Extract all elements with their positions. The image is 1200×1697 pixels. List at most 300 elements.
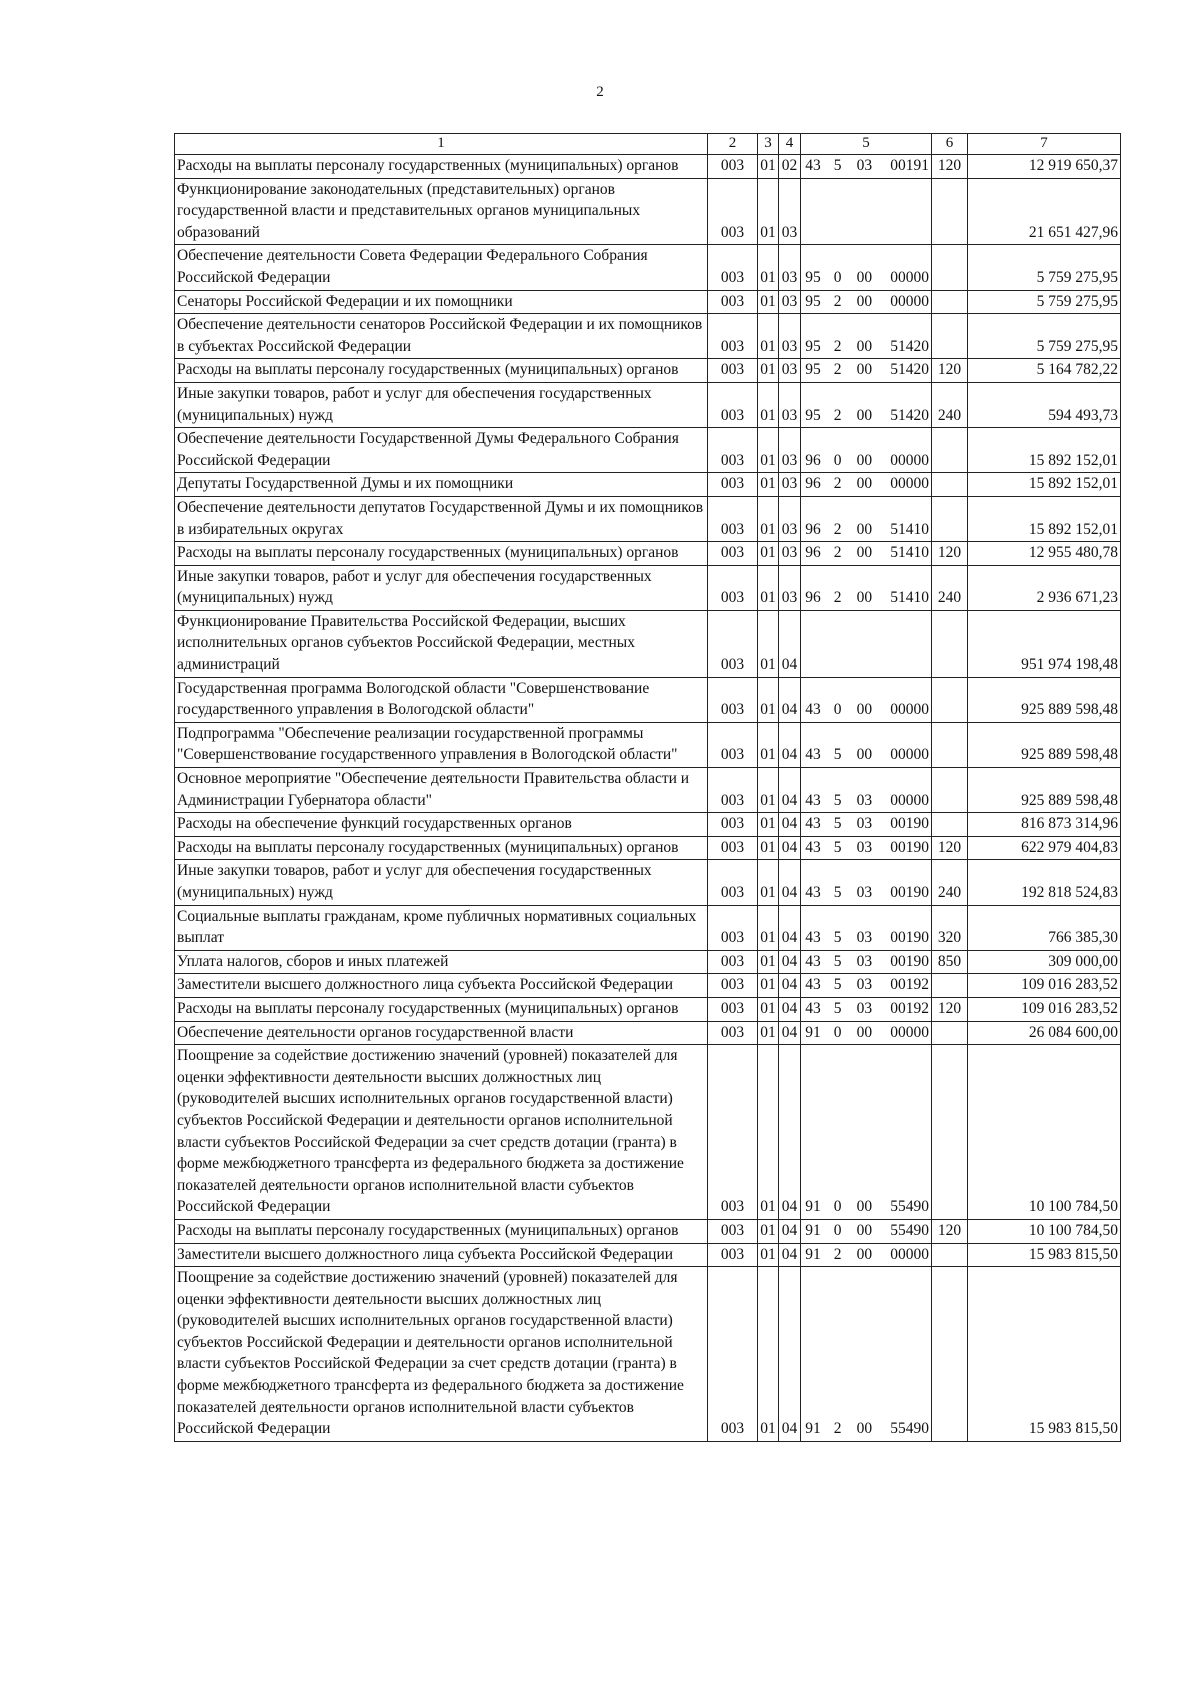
- table-row: [175, 314, 1121, 359]
- target-article-part: 51420: [890, 337, 929, 355]
- row-amount: 21 651 427,96: [968, 178, 1121, 245]
- target-article-part: 00192: [890, 999, 929, 1017]
- row-section: 01: [758, 836, 779, 860]
- row-section: 01: [758, 1045, 779, 1220]
- row-ministry-code: 003: [708, 1267, 758, 1442]
- row-expense-type: [932, 974, 968, 998]
- target-article-code: [803, 473, 929, 495]
- target-article-part: 96: [805, 544, 821, 562]
- row-target-article: [801, 950, 932, 974]
- row-name: Расходы на обеспечение функций государственных органов: [175, 813, 708, 837]
- target-article-part: 51420: [890, 406, 929, 424]
- target-article-code: [803, 837, 929, 859]
- target-article-part: 00: [856, 1023, 873, 1041]
- header-cell: 4: [779, 134, 801, 155]
- row-section: 01: [758, 382, 779, 427]
- row-expense-type: [932, 473, 968, 497]
- table-row: [175, 1267, 1121, 1442]
- row-expense-type: 240: [932, 382, 968, 427]
- row-amount: 816 873 314,96: [968, 813, 1121, 837]
- row-name: Функционирование законодательных (представительных) органов государственной власти и представительных органов муниципальных образований: [175, 178, 708, 245]
- header-cell: 3: [758, 134, 779, 155]
- row-name: Депутаты Государственной Думы и их помощники: [175, 473, 708, 497]
- row-expense-type: 120: [932, 542, 968, 566]
- header-cell: 5: [801, 134, 932, 155]
- row-expense-type: [932, 1021, 968, 1045]
- target-article-part: 00190: [890, 838, 929, 856]
- row-subsection: 04: [779, 1045, 801, 1220]
- row-ministry-code: 003: [708, 359, 758, 383]
- table-row: [175, 1021, 1121, 1045]
- row-target-article: [801, 428, 932, 473]
- row-target-article: [801, 1219, 932, 1243]
- row-name: Расходы на выплаты персоналу государственных (муниципальных) органов: [175, 1219, 708, 1243]
- row-target-article: [801, 722, 932, 767]
- target-article-code: [803, 519, 929, 541]
- row-subsection: 04: [779, 1219, 801, 1243]
- target-article-part: 00000: [890, 1245, 929, 1263]
- target-article-part: 03: [856, 999, 873, 1017]
- row-ministry-code: 003: [708, 382, 758, 427]
- target-article-part: 43: [805, 976, 821, 994]
- row-target-article: [801, 155, 932, 179]
- target-article-part: 00000: [890, 451, 929, 469]
- row-subsection: 03: [779, 245, 801, 290]
- target-article-part: 00: [856, 292, 873, 310]
- target-article-code: [803, 291, 929, 313]
- row-subsection: 02: [779, 155, 801, 179]
- target-article-part: 00190: [890, 884, 929, 901]
- row-amount: 10 100 784,50: [968, 1045, 1121, 1220]
- header-cell: 2: [708, 134, 758, 155]
- target-article-part: 95: [805, 406, 821, 424]
- row-expense-type: 120: [932, 155, 968, 179]
- row-name: Подпрограмма "Обеспечение реализации государственной программы "Совершенствование государственного управления в Вологодской области": [175, 722, 708, 767]
- row-amount: 2 936 671,23: [968, 565, 1121, 610]
- target-article-part: 43: [805, 791, 821, 809]
- target-article-part: 00190: [890, 815, 929, 833]
- target-article-part: 96: [805, 589, 821, 607]
- row-section: 01: [758, 565, 779, 610]
- row-amount: 109 016 283,52: [968, 974, 1121, 998]
- row-section: 01: [758, 1267, 779, 1442]
- target-article-part: 03: [856, 838, 873, 856]
- target-article-code: [803, 1022, 929, 1044]
- row-subsection: 04: [779, 905, 801, 950]
- row-section: 01: [758, 677, 779, 722]
- row-expense-type: [932, 610, 968, 677]
- target-article-part: 55490: [890, 1221, 929, 1239]
- budget-table: [174, 133, 1121, 1442]
- row-subsection: 03: [779, 314, 801, 359]
- row-name: Иные закупки товаров, работ и услуг для обеспечения государственных (муниципальных) нужд: [175, 565, 708, 610]
- row-name: Расходы на выплаты персоналу государственных (муниципальных) органов: [175, 359, 708, 383]
- target-article-part: 0: [833, 701, 842, 719]
- target-article-part: 00: [856, 475, 873, 493]
- target-article-part: 5: [833, 976, 842, 994]
- row-target-article: [801, 245, 932, 290]
- table-row: [175, 178, 1121, 245]
- row-target-article: [801, 382, 932, 427]
- row-amount: 10 100 784,50: [968, 1219, 1121, 1243]
- target-article-part: 2: [833, 406, 842, 424]
- target-article-code: [803, 927, 929, 949]
- target-article-part: 00: [856, 1198, 873, 1216]
- row-name: Расходы на выплаты персоналу государственных (муниципальных) органов: [175, 155, 708, 179]
- target-article-part: 91: [805, 1245, 821, 1263]
- row-name: Основное мероприятие "Обеспечение деятельности Правительства области и Администрации Губернатора области": [175, 768, 708, 813]
- target-article-part: 91: [805, 1198, 821, 1216]
- target-article-part: 2: [833, 361, 842, 379]
- target-article-part: 00000: [890, 268, 929, 286]
- target-article-part: 43: [805, 838, 821, 856]
- target-article-part: 03: [856, 976, 873, 994]
- row-amount: 15 892 152,01: [968, 473, 1121, 497]
- target-article-part: 5: [833, 791, 842, 809]
- target-article-part: 43: [805, 815, 821, 833]
- row-section: 01: [758, 290, 779, 314]
- target-article-part: 55490: [890, 1420, 929, 1438]
- row-section: 01: [758, 314, 779, 359]
- target-article-part: 51420: [890, 361, 929, 379]
- row-subsection: 03: [779, 428, 801, 473]
- row-target-article: [801, 1021, 932, 1045]
- row-subsection: 04: [779, 677, 801, 722]
- target-article-part: 00190: [890, 929, 929, 947]
- row-section: 01: [758, 997, 779, 1021]
- table-row: [175, 1219, 1121, 1243]
- table-row: [175, 245, 1121, 290]
- row-target-article: [801, 473, 932, 497]
- row-amount: 15 983 815,50: [968, 1243, 1121, 1267]
- table-row: [175, 836, 1121, 860]
- target-article-code: [803, 998, 929, 1020]
- row-ministry-code: 003: [708, 496, 758, 541]
- target-article-code: [803, 1220, 929, 1242]
- row-name: Заместители высшего должностного лица субъекта Российской Федерации: [175, 974, 708, 998]
- target-article-code: [803, 813, 929, 835]
- row-section: 01: [758, 245, 779, 290]
- row-subsection: 03: [779, 382, 801, 427]
- row-section: 01: [758, 155, 779, 179]
- row-expense-type: [932, 677, 968, 722]
- target-article-part: 00: [856, 746, 873, 764]
- row-ministry-code: 003: [708, 565, 758, 610]
- target-article-part: 95: [805, 337, 821, 355]
- target-article-part: 43: [805, 746, 821, 764]
- row-name: Обеспечение деятельности Совета Федерации Федерального Собрания Российской Федерации: [175, 245, 708, 290]
- row-ministry-code: 003: [708, 997, 758, 1021]
- row-name: Обеспечение деятельности сенаторов Российской Федерации и их помощников в субъектах Российской Федерации: [175, 314, 708, 359]
- target-article-code: [803, 405, 929, 427]
- row-expense-type: [932, 496, 968, 541]
- row-section: 01: [758, 610, 779, 677]
- row-section: 01: [758, 950, 779, 974]
- row-ministry-code: 003: [708, 836, 758, 860]
- row-section: 01: [758, 722, 779, 767]
- row-expense-type: [932, 428, 968, 473]
- row-subsection: 04: [779, 860, 801, 905]
- row-name: Обеспечение деятельности органов государственной власти: [175, 1021, 708, 1045]
- target-article-part: 00: [856, 361, 873, 379]
- row-subsection: 04: [779, 610, 801, 677]
- target-article-part: 5: [833, 999, 842, 1017]
- target-article-part: 03: [856, 929, 873, 947]
- row-expense-type: 120: [932, 359, 968, 383]
- target-article-part: 00000: [890, 475, 929, 493]
- row-section: 01: [758, 1219, 779, 1243]
- row-section: 01: [758, 473, 779, 497]
- table-row: [175, 860, 1121, 905]
- target-article-part: 00190: [890, 952, 929, 970]
- target-article-part: 2: [833, 337, 842, 355]
- row-ministry-code: 003: [708, 722, 758, 767]
- table-row: [175, 428, 1121, 473]
- row-name: Расходы на выплаты персоналу государственных (муниципальных) органов: [175, 997, 708, 1021]
- target-article-part: 0: [833, 268, 842, 286]
- target-article-part: 2: [833, 475, 842, 493]
- row-section: 01: [758, 1021, 779, 1045]
- row-section: 01: [758, 768, 779, 813]
- row-section: 01: [758, 496, 779, 541]
- target-article-part: 0: [833, 1198, 842, 1216]
- table-row: [175, 950, 1121, 974]
- row-expense-type: 120: [932, 1219, 968, 1243]
- row-ministry-code: 003: [708, 677, 758, 722]
- target-article-part: 5: [833, 929, 842, 947]
- target-article-part: 00: [856, 701, 873, 719]
- target-article-part: 00192: [890, 976, 929, 994]
- table-row: [175, 565, 1121, 610]
- table-row: [175, 382, 1121, 427]
- row-name: Поощрение за содействие достижению значений (уровней) показателей для оценки эффективности деятельности высших должностных лиц (руководителей высших исполнительных органов государственной власти) субъектов Российской Федерации и деятельности органов исполнительной власти субъектов Российской Федерации за счет средств дотации (гранта) в форме межбюджетного трансферта из федерального бюджета за достижение показателей деятельности органов исполнительной власти субъектов Российской Федерации: [175, 1267, 708, 1442]
- target-article-part: 5: [833, 815, 842, 833]
- row-target-article: [801, 997, 932, 1021]
- target-article-part: 91: [805, 1221, 821, 1239]
- target-article-part: 5: [833, 838, 842, 856]
- target-article-part: 03: [856, 157, 873, 174]
- row-name: Поощрение за содействие достижению значений (уровней) показателей для оценки эффективности деятельности высших должностных лиц (руководителей высших исполнительных органов государственной власти) субъектов Российской Федерации и деятельности органов исполнительной власти субъектов Российской Федерации за счет средств дотации (гранта) в форме межбюджетного трансферта из федерального бюджета за достижение показателей деятельности органов исполнительной власти субъектов Российской Федерации: [175, 1045, 708, 1220]
- target-article-code: [803, 155, 929, 177]
- target-article-part: 91: [805, 1420, 821, 1438]
- table-row: [175, 722, 1121, 767]
- target-article-part: 00000: [890, 746, 929, 764]
- target-article-code: [803, 951, 929, 973]
- row-section: 01: [758, 542, 779, 566]
- row-ministry-code: 003: [708, 905, 758, 950]
- row-subsection: 03: [779, 542, 801, 566]
- target-article-part: 00191: [890, 157, 929, 174]
- row-amount: 925 889 598,48: [968, 722, 1121, 767]
- table-row: [175, 473, 1121, 497]
- header-row: [175, 134, 1121, 155]
- table-row: [175, 997, 1121, 1021]
- row-target-article: [801, 290, 932, 314]
- row-expense-type: 850: [932, 950, 968, 974]
- target-article-part: 00000: [890, 1023, 929, 1041]
- target-article-part: 00000: [890, 791, 929, 809]
- row-section: 01: [758, 974, 779, 998]
- target-article-code: [803, 359, 929, 381]
- table-row: [175, 155, 1121, 179]
- table-row: [175, 677, 1121, 722]
- row-expense-type: 240: [932, 860, 968, 905]
- target-article-part: 43: [805, 701, 821, 719]
- row-target-article: [801, 677, 932, 722]
- table-row: [175, 974, 1121, 998]
- row-ministry-code: 003: [708, 542, 758, 566]
- row-name: Обеспечение деятельности депутатов Государственной Думы и их помощников в избирательных округах: [175, 496, 708, 541]
- row-target-article: [801, 905, 932, 950]
- target-article-part: 55490: [890, 1198, 929, 1216]
- row-expense-type: [932, 1045, 968, 1220]
- row-subsection: 04: [779, 1267, 801, 1442]
- target-article-part: 91: [805, 1023, 821, 1041]
- row-name: Иные закупки товаров, работ и услуг для обеспечения государственных (муниципальных) нужд: [175, 382, 708, 427]
- row-amount: 5 759 275,95: [968, 245, 1121, 290]
- target-article-part: 00: [856, 544, 873, 562]
- row-section: 01: [758, 1243, 779, 1267]
- row-amount: 5 164 782,22: [968, 359, 1121, 383]
- row-expense-type: 240: [932, 565, 968, 610]
- row-expense-type: [932, 290, 968, 314]
- row-section: 01: [758, 178, 779, 245]
- row-subsection: 04: [779, 722, 801, 767]
- row-ministry-code: 003: [708, 1021, 758, 1045]
- row-target-article: [801, 1243, 932, 1267]
- row-subsection: 03: [779, 496, 801, 541]
- target-article-part: 5: [833, 952, 842, 970]
- row-subsection: 04: [779, 1021, 801, 1045]
- target-article-part: 95: [805, 361, 821, 379]
- row-amount: 309 000,00: [968, 950, 1121, 974]
- row-amount: 109 016 283,52: [968, 997, 1121, 1021]
- target-article-part: 0: [833, 1221, 842, 1239]
- header-cell: 1: [175, 134, 708, 155]
- target-article-part: 95: [805, 292, 821, 310]
- target-article-code: [803, 790, 929, 812]
- row-name: Социальные выплаты гражданам, кроме публичных нормативных социальных выплат: [175, 905, 708, 950]
- row-section: 01: [758, 428, 779, 473]
- target-article-part: 43: [805, 884, 821, 901]
- row-subsection: 03: [779, 178, 801, 245]
- row-name: Заместители высшего должностного лица субъекта Российской Федерации: [175, 1243, 708, 1267]
- target-article-part: 96: [805, 475, 821, 493]
- row-subsection: 04: [779, 1243, 801, 1267]
- target-article-part: 00: [856, 406, 873, 424]
- row-expense-type: 120: [932, 997, 968, 1021]
- row-ministry-code: 003: [708, 290, 758, 314]
- table-row: [175, 359, 1121, 383]
- row-name: Функционирование Правительства Российской Федерации, высших исполнительных органов субъектов Российской Федерации, местных администраций: [175, 610, 708, 677]
- row-section: 01: [758, 905, 779, 950]
- row-ministry-code: 003: [708, 974, 758, 998]
- target-article-part: 51410: [890, 520, 929, 538]
- row-subsection: 03: [779, 565, 801, 610]
- target-article-part: 2: [833, 544, 842, 562]
- row-target-article: [801, 813, 932, 837]
- row-target-article: [801, 1267, 932, 1442]
- target-article-part: 00: [856, 451, 873, 469]
- row-ministry-code: 003: [708, 860, 758, 905]
- row-section: 01: [758, 359, 779, 383]
- target-article-code: [803, 744, 929, 766]
- table-row: [175, 768, 1121, 813]
- target-article-part: 43: [805, 999, 821, 1017]
- row-ministry-code: 003: [708, 1243, 758, 1267]
- row-subsection: 04: [779, 997, 801, 1021]
- row-target-article: [801, 836, 932, 860]
- target-article-part: 00: [856, 1420, 873, 1438]
- row-target-article: [801, 359, 932, 383]
- target-article-part: 96: [805, 451, 821, 469]
- row-amount: 951 974 198,48: [968, 610, 1121, 677]
- target-article-part: 2: [833, 1420, 842, 1438]
- target-article-part: 2: [833, 589, 842, 607]
- row-expense-type: [932, 245, 968, 290]
- table-row: [175, 905, 1121, 950]
- row-target-article: [801, 542, 932, 566]
- target-article-part: 5: [833, 746, 842, 764]
- row-expense-type: [932, 768, 968, 813]
- table-row: [175, 542, 1121, 566]
- target-article-part: 00000: [890, 701, 929, 719]
- target-article-code: [803, 542, 929, 564]
- row-amount: 925 889 598,48: [968, 768, 1121, 813]
- table-row: [175, 496, 1121, 541]
- row-subsection: 04: [779, 974, 801, 998]
- target-article-code: [803, 1196, 929, 1218]
- row-amount: 5 759 275,95: [968, 290, 1121, 314]
- row-name: Расходы на выплаты персоналу государственных (муниципальных) органов: [175, 836, 708, 860]
- row-ministry-code: 003: [708, 178, 758, 245]
- target-article-part: 51410: [890, 589, 929, 607]
- target-article-part: 96: [805, 520, 821, 538]
- row-target-article: [801, 768, 932, 813]
- row-amount: 15 892 152,01: [968, 496, 1121, 541]
- row-ministry-code: 003: [708, 1219, 758, 1243]
- row-target-article: [801, 178, 932, 245]
- row-expense-type: 120: [932, 836, 968, 860]
- row-ministry-code: 003: [708, 155, 758, 179]
- row-section: 01: [758, 860, 779, 905]
- row-ministry-code: 003: [708, 314, 758, 359]
- row-expense-type: [932, 722, 968, 767]
- row-expense-type: [932, 314, 968, 359]
- target-article-code: [803, 336, 929, 358]
- target-article-part: 00: [856, 337, 873, 355]
- row-amount: 594 493,73: [968, 382, 1121, 427]
- row-subsection: 04: [779, 836, 801, 860]
- target-article-part: 2: [833, 520, 842, 538]
- target-article-part: 0: [833, 1023, 842, 1041]
- row-ministry-code: 003: [708, 610, 758, 677]
- table-row: [175, 290, 1121, 314]
- row-expense-type: 320: [932, 905, 968, 950]
- row-subsection: 03: [779, 290, 801, 314]
- row-name: Расходы на выплаты персоналу государственных (муниципальных) органов: [175, 542, 708, 566]
- target-article-part: 03: [856, 884, 873, 901]
- row-target-article: [801, 496, 932, 541]
- row-name: Обеспечение деятельности Государственной Думы Федерального Собрания Российской Федерации: [175, 428, 708, 473]
- row-ministry-code: 003: [708, 473, 758, 497]
- row-amount: 15 983 815,50: [968, 1267, 1121, 1442]
- header-cell: 7: [968, 134, 1121, 155]
- target-article-part: 43: [805, 157, 821, 174]
- row-subsection: 04: [779, 813, 801, 837]
- row-target-article: [801, 1045, 932, 1220]
- row-ministry-code: 003: [708, 950, 758, 974]
